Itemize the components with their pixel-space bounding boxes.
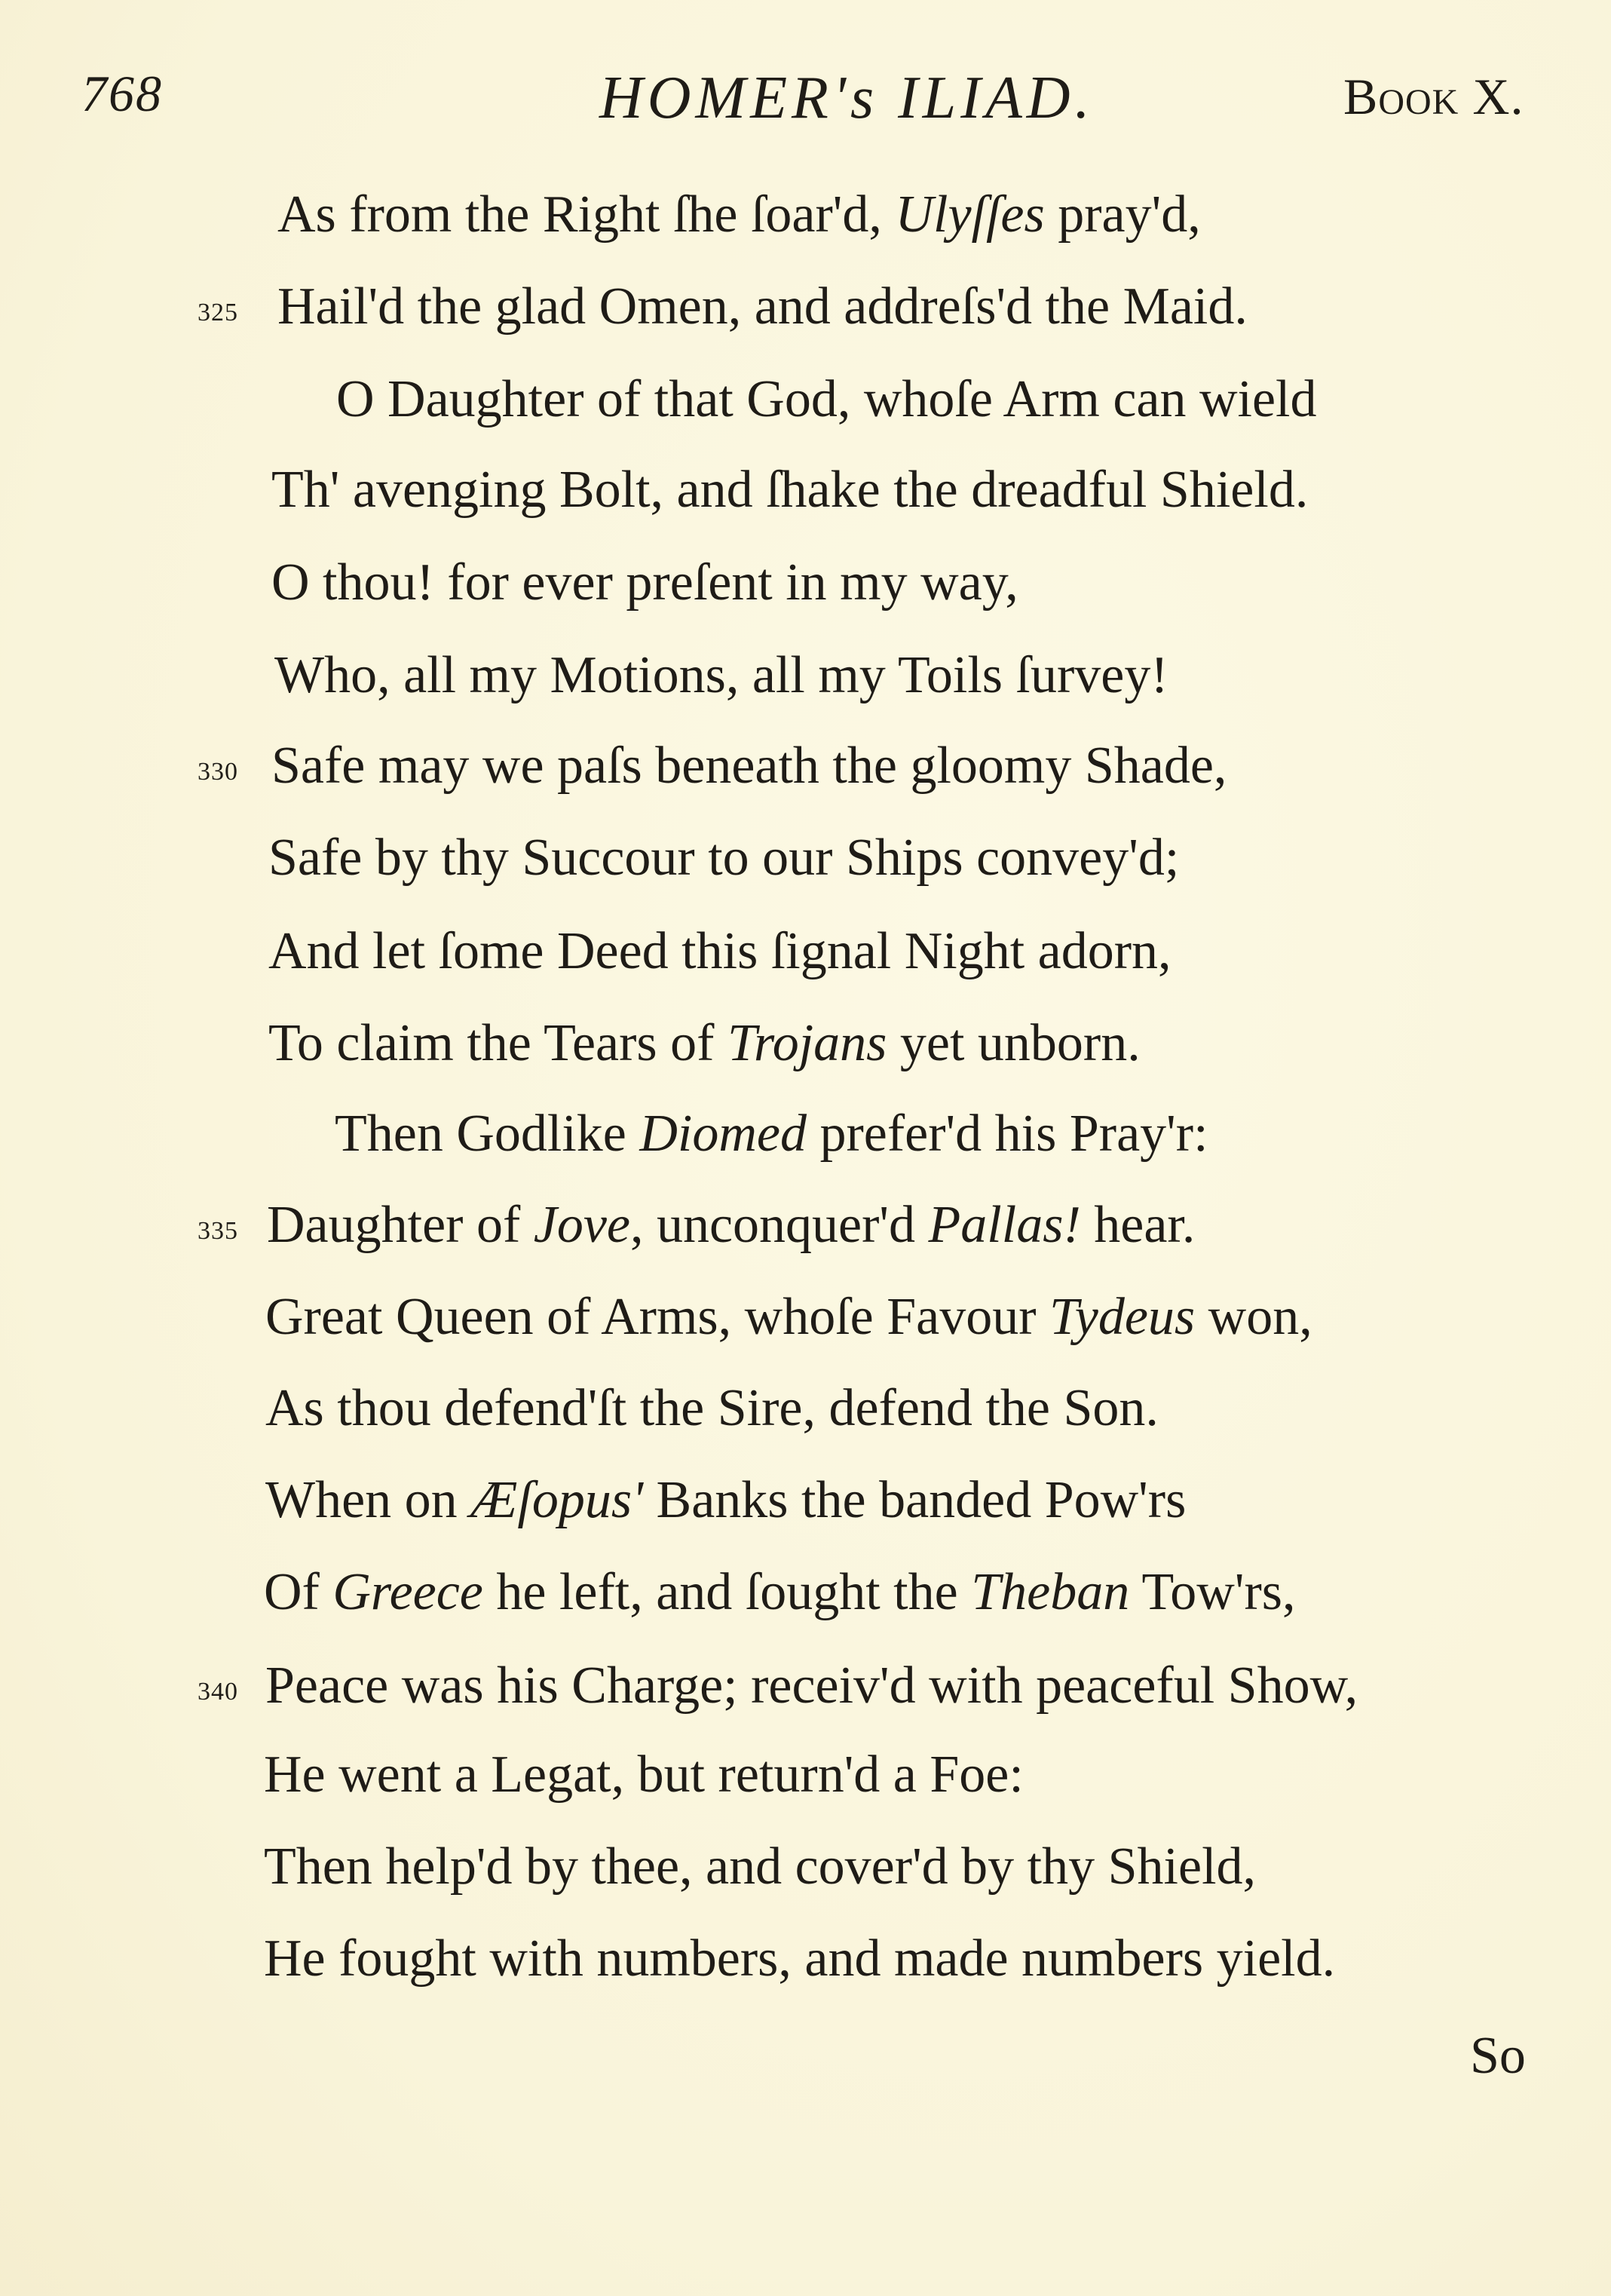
page-number: 768 (81, 65, 163, 122)
line-number: 330 (198, 758, 238, 786)
verse-text: Great Queen of Arms, whoſe Favour Tydeus won, (265, 1288, 1312, 1346)
verse-text: Of Greece he left, and ſought the Theban Tow'rs, (264, 1563, 1296, 1621)
verse-line (0, 1280, 1611, 1355)
verse-line (0, 269, 1611, 345)
catchword: So (1470, 2027, 1526, 2085)
verse-text: Safe by thy Succour to our Ships convey'd; (268, 829, 1180, 887)
verse-line (0, 1921, 1611, 1997)
verse-text: He fought with numbers, and made numbers yield. (264, 1930, 1336, 1988)
verse-text: Safe may we paſs beneath the gloomy Shade, (271, 737, 1227, 795)
verse-text: Who, all my Motions, all my Toils ſurvey! (274, 646, 1168, 704)
line-number: 340 (198, 1678, 238, 1706)
verse-line (0, 820, 1611, 896)
verse-line (0, 1096, 1611, 1172)
verse-text: When on Æſopus' Banks the banded Pow'rs (265, 1471, 1187, 1529)
verse-text: He went a Legat, but return'd a Foe: (264, 1746, 1024, 1804)
verse-text: Then help'd by thee, and cover'd by thy Shield, (264, 1838, 1257, 1896)
verse-line (0, 1555, 1611, 1630)
line-number: 335 (198, 1217, 238, 1245)
line-number: 325 (198, 299, 238, 326)
verse-text: As from the Right ſhe ſoar'd, Ulyſſes pray'd, (277, 185, 1201, 244)
book-label: Book X. (1343, 68, 1524, 125)
verse-line (0, 1463, 1611, 1538)
page-header (0, 64, 1611, 132)
verse-text: O Daughter of that God, whoſe Arm can wield (336, 370, 1317, 428)
verse-text: Peace was his Charge; receiv'd with peaceful Show, (265, 1657, 1358, 1715)
verse-line (0, 1829, 1611, 1905)
verse-line (0, 1006, 1611, 1081)
verse-text: Then Godlike Diomed prefer'd his Pray'r: (335, 1105, 1208, 1163)
verse-line (0, 177, 1611, 253)
verse-text: And let ſome Deed this ſignal Night adorn, (268, 922, 1171, 980)
verse-line (0, 452, 1611, 528)
verse-text: Hail'd the glad Omen, and addreſs'd the Maid. (277, 277, 1248, 336)
verse-text: As thou defend'ſt the Sire, defend the Son. (265, 1379, 1159, 1437)
verse-line (0, 1371, 1611, 1446)
verse-line (0, 1648, 1611, 1724)
verse-line (0, 362, 1611, 437)
verse-line (0, 638, 1611, 713)
verse-line (0, 728, 1611, 804)
verse-line (0, 1188, 1611, 1263)
verse-line (0, 914, 1611, 989)
verse-text: O thou! for ever preſent in my way, (271, 553, 1018, 612)
verse-line (0, 1737, 1611, 1813)
verse-text: To claim the Tears of Trojans yet unborn. (268, 1014, 1141, 1072)
verse-text: Th' avenging Bolt, and ſhake the dreadful Shield. (271, 461, 1309, 519)
running-title: HOMER's ILIAD. (599, 65, 1095, 131)
verse-text: Daughter of Jove, unconquer'd Pallas! hear. (267, 1196, 1196, 1254)
verse-line (0, 545, 1611, 621)
